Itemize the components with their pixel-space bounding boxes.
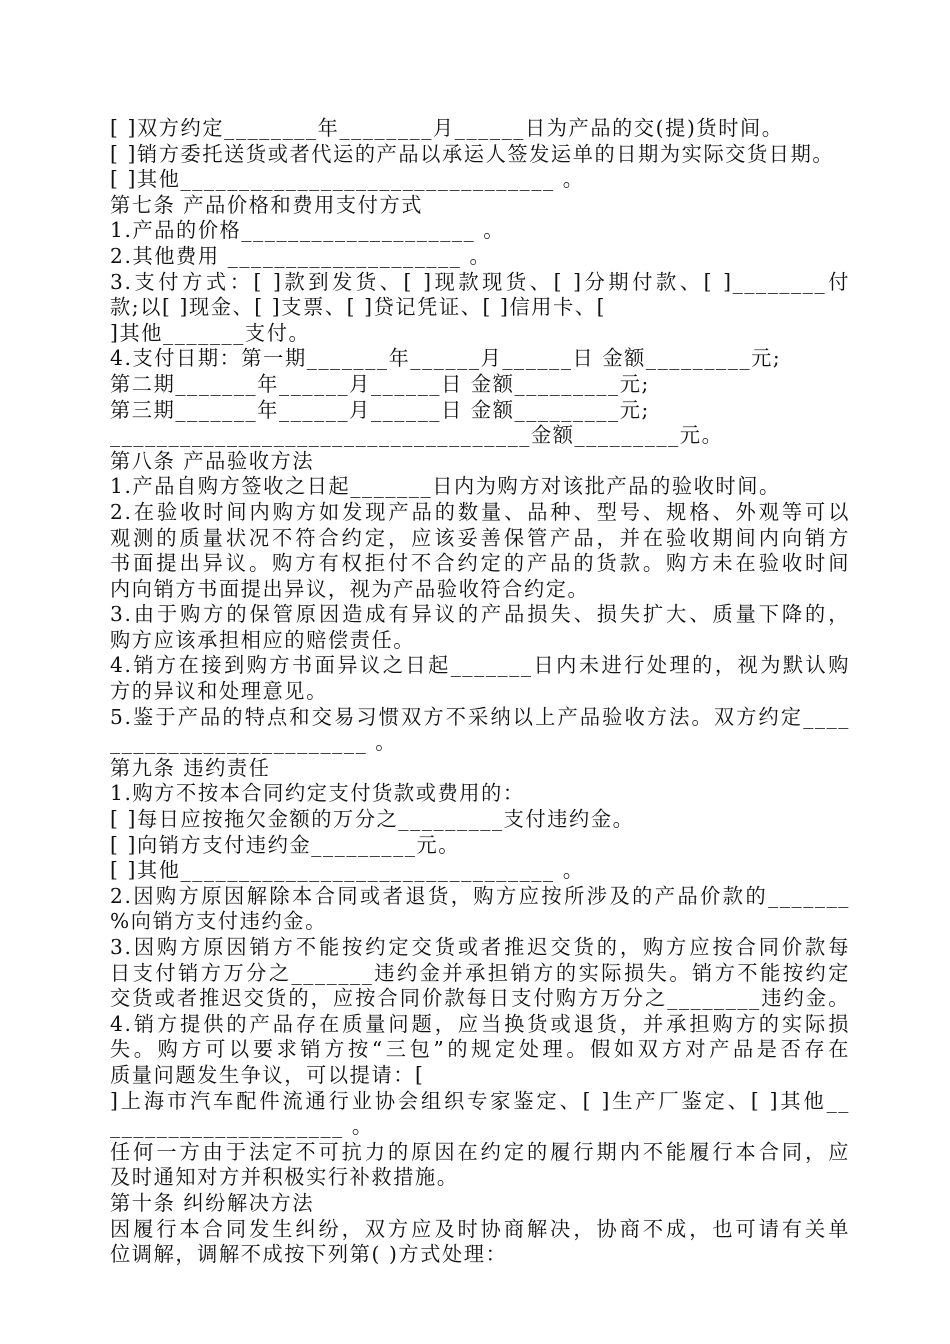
inspection-clause-4-line-2: 方的异议和处理意见。 bbox=[110, 679, 328, 704]
inspection-clause-3-line-1: 3.由于购方的保管原因造成有异议的产品损失、损失扩大、质量下降的， bbox=[110, 602, 850, 627]
liability-option-daily-rate: [ ]每日应按拖欠金额的万分之_________支付违约金。 bbox=[110, 807, 635, 832]
liability-clause-4-line-1: 4.销方提供的产品存在质量问题，应当换货或退货，并承担购方的实际损 bbox=[110, 1011, 850, 1036]
liability-option-fixed: [ ]向销方支付违约金_________元。 bbox=[110, 832, 461, 857]
inspection-clause-5-line-2: ______________________ 。 bbox=[110, 730, 398, 755]
inspection-clause-4-line-1: 4.销方在接到购方书面异议之日起_______日内未进行处理的，视为默认购 bbox=[110, 653, 850, 678]
inspection-clause-5-line-1: 5.鉴于产品的特点和交易习惯双方不采纳以上产品验收方法。双方约定____ bbox=[110, 704, 850, 729]
product-price-line: 1.产品的价格____________________ 。 bbox=[110, 218, 506, 243]
article-9-heading: 第九条 违约责任 bbox=[110, 755, 271, 780]
payment-method-line-2: 款;以[ ]现金、[ ]支票、[ ]贷记凭证、[ ]信用卡、[ bbox=[110, 295, 607, 320]
other-fees-line: 2.其他费用 ____________________ 。 bbox=[110, 243, 492, 268]
dispute-clause-line-2: 位调解，调解不成按下列第( )方式处理： bbox=[110, 1242, 508, 1267]
liability-clause-4-line-2: 失。购方可以要求销方按“三包”的规定处理。假如双方对产品是否存在 bbox=[110, 1037, 850, 1062]
inspection-clause-1: 1.产品自购方签收之日起_______日内为购方对该批产品的验收时间。 bbox=[110, 474, 781, 499]
payment-method-line-1: 3.支付方式：[ ]款到发货、[ ]现款现货、[ ]分期付款、[ ]________付 bbox=[110, 269, 850, 294]
liability-clause-3-line-3: 交货或者推迟交货的，应按合同价款每日支付购方万分之________违约金。 bbox=[110, 986, 850, 1011]
article-8-heading: 第八条 产品验收方法 bbox=[110, 448, 315, 473]
delivery-other-option: [ ]其他________________________________ 。 bbox=[110, 167, 585, 192]
inspection-clause-3-line-2: 购方应该承担相应的赔偿责任。 bbox=[110, 627, 416, 652]
payment-date-other: ____________________________________金额_________元。 bbox=[110, 423, 724, 448]
liability-clause-4-line-4: ]上海市汽车配件流通行业协会组织专家鉴定、[ ]生产厂鉴定、[ ]其他__ bbox=[110, 1088, 850, 1113]
payment-method-line-3: ]其他_______支付。 bbox=[110, 320, 311, 345]
article-7-heading: 第七条 产品价格和费用支付方式 bbox=[110, 192, 424, 217]
liability-clause-2-line-1: 2.因购方原因解除本合同或者退货，购方应按所涉及的产品价款的_______ bbox=[110, 883, 850, 908]
dispute-clause-line-1: 因履行本合同发生纠纷，双方应及时协商解决，协商不成，也可请有关单 bbox=[110, 1216, 850, 1241]
payment-date-third: 第三期_______年______月______日 金额_________元; bbox=[110, 397, 650, 422]
liability-clause-2-line-2: %向销方支付违约金。 bbox=[110, 909, 327, 934]
delivery-date-option: [ ]双方约定________年________月______日为产品的交(提)货时间。 bbox=[110, 116, 784, 140]
inspection-clause-2-line-4: 内向销方书面提出异议，视为产品验收符合约定。 bbox=[110, 576, 590, 601]
payment-date-first: 4.支付日期：第一期_______年______月______日 金额_________元; bbox=[110, 346, 782, 371]
payment-date-second: 第二期_______年______月______日 金额_________元; bbox=[110, 371, 650, 396]
inspection-clause-2-line-3: 书面提出异议。购方有权拒付不合约定的产品的货款。购方未在验收时间 bbox=[110, 551, 850, 576]
liability-clause-3-line-2: 日支付销方万分之_______违约金并承担销方的实际损失。销方不能按约定 bbox=[110, 960, 850, 985]
delivery-consignment-option: [ ]销方委托送货或者代运的产品以承运人签发运单的日期为实际交货日期。 bbox=[110, 141, 835, 166]
force-majeure-line-2: 及时通知对方并积极实行补救措施。 bbox=[110, 1165, 459, 1190]
force-majeure-line-1: 任何一方由于法定不可抗力的原因在约定的履行期内不能履行本合同，应 bbox=[110, 1139, 850, 1164]
liability-clause-4-line-3: 质量问题发生争议，可以提请：[ bbox=[110, 1062, 425, 1087]
liability-clause-1: 1.购方不按本合同约定支付货款或费用的： bbox=[110, 781, 525, 806]
article-10-heading: 第十条 纠纷解决方法 bbox=[110, 1190, 315, 1215]
contract-page bbox=[110, 116, 850, 1268]
inspection-clause-2-line-2: 观测的质量状况不符合约定，应该妥善保管产品，并在验收期间内向销方 bbox=[110, 525, 850, 550]
liability-clause-3-line-1: 3.因购方原因销方不能按约定交货或者推迟交货的，购方应按合同价款每 bbox=[110, 935, 850, 959]
liability-option-other: [ ]其他________________________________ 。 bbox=[110, 858, 585, 883]
liability-clause-4-line-5: ____________________ 。 bbox=[110, 1114, 374, 1139]
inspection-clause-2-line-1: 2.在验收时间内购方如发现产品的数量、品种、型号、规格、外观等可以 bbox=[110, 499, 850, 524]
